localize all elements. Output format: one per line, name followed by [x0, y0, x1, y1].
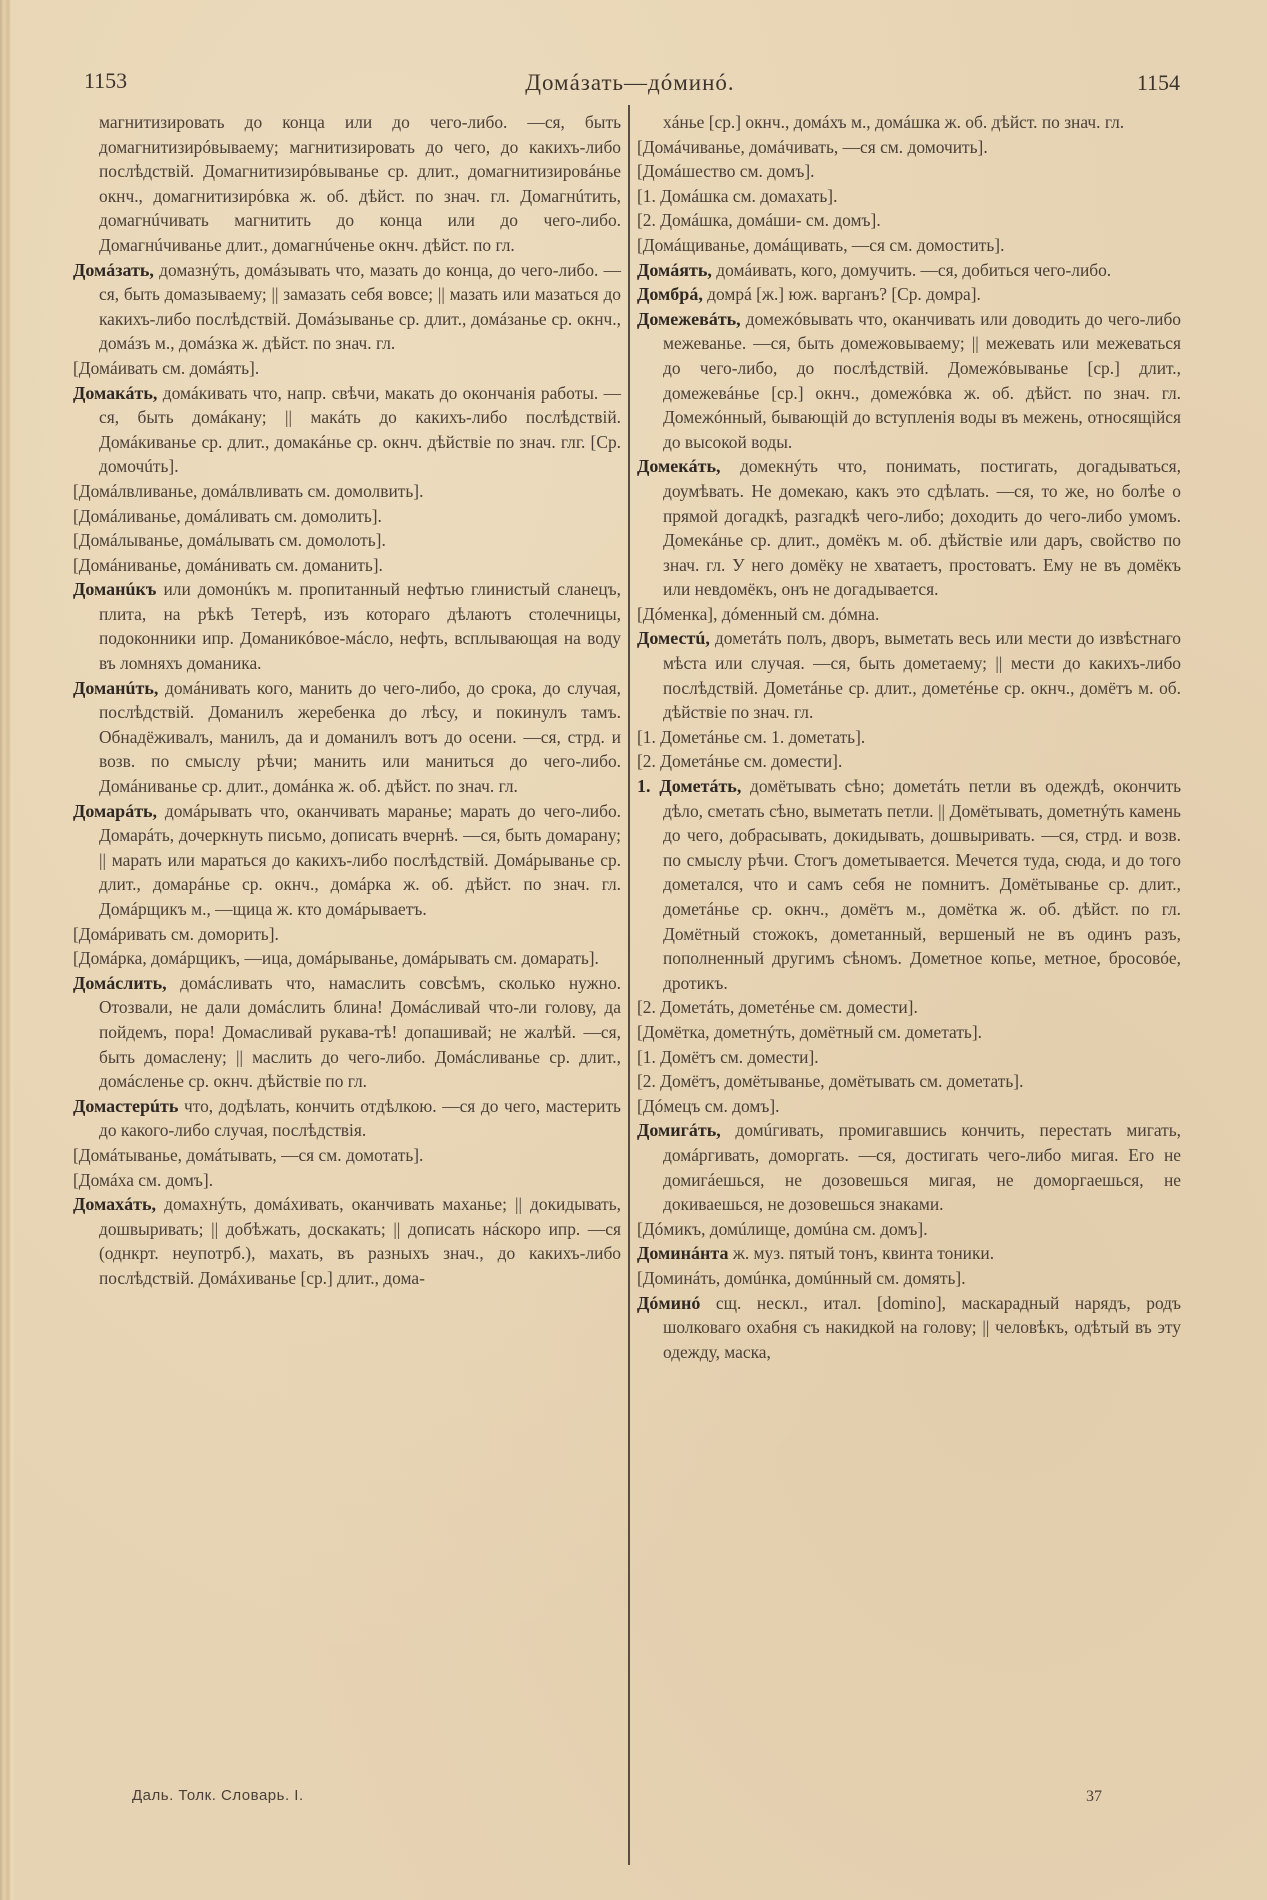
- entry-headword: Домарáть,: [73, 800, 158, 821]
- dictionary-entry: [637, 454, 1181, 602]
- dictionary-entry: [637, 1241, 1181, 1266]
- running-title: Домáзать—дóминó.: [525, 70, 735, 95]
- entry-definition: домётывать сѣно; дометáть петли въ одеждѣ, окончить дѣло, сметать сѣно, выметать петли. || Домётывать, дометнýть камень до чего, добрасывать, докидывать, дошвыривать. —ся, стрд. и возв. по смыслу рѣчи. Стогъ дометывается. Мечется туда, сюда, и до того дометался, что и самъ себя не помнитъ. Домётыванье ср. длит., дометáнье ср. окнч., домётъ м., домётка ж. об. дѣйст. по гл. Домётный стожокъ, дометанный, вершеный не въ одинъ разъ, пополненный другимъ сѣномъ. Дометное копье, метное, бросовóе, дротикъ.: [663, 776, 1181, 993]
- entry-headword: 1. Дометáть,: [637, 776, 742, 797]
- cross-reference-entry: [Домáниванье, домáнивать см. доманить].: [73, 554, 383, 575]
- cross-reference-entry: [Домáивать см. домáять].: [73, 357, 260, 378]
- entry-definition: домáнивать кого, манить до чего-либо, до срока, до случая, послѣдствій. Доманилъ жеребенка до лѣсу, и покинулъ тамъ. Обнадёживалъ, манилъ, да и доманилъ вотъ до осени. —ся, стрд. и возв. по смыслу рѣчи; манить или маниться до чего-либо. Домáниванье ср. длит., домáнка ж. об. дѣйст. по знач. гл.: [99, 677, 621, 797]
- continued-entry-text: магнитизировать до конца или до чего-либо. —ся, быть домагнитизирóвываему; магнитизировать до чего, до какихъ-либо послѣдствій. Домагнитизирóвыванье ср. длит., домагнитизировáнье окнч., домагнитизирóвка ж. об. дѣйст. по знач. гл. Домагнúтить, домагнúчивать магнитить до конца или до чего-либо. Домагнúчиванье длит., домагнúченье окнч. дѣйст. по гл.: [99, 112, 621, 255]
- entry-definition: домáкивать что, напр. свѣчи, макать до окончанія работы. —ся, быть домáкану; || макáть до какихъ-либо послѣдствій. Домáкиванье ср. длит., домакáнье ср. окнч. дѣйствіе по знач. глг. [Ср. домочúть].: [99, 382, 621, 477]
- entry-headword: Домастерúть: [73, 1095, 179, 1116]
- entry-definition: домежóвывать что, оканчивать или доводить до чего-либо межеванье. —ся, быть домежовываему; || межевать или межеваться до чего-либо, до послѣдствій. Домежóвыванье [ср.] длит., домежевáнье [ср.] окнч., домежóвка ж. об. дѣйст. по знач. гл. Домежóнный, бывающій до вступленія воды въ межень, относящійся до высокой воды.: [663, 308, 1181, 452]
- entry-definition: ж. муз. пятый тонъ, квинта тоники.: [732, 1243, 995, 1264]
- cross-reference-entry: [1. Домáшка см. домахать].: [637, 185, 838, 206]
- cross-reference-entry: [1. Домётъ см. домести].: [637, 1046, 819, 1067]
- entry-definition: домрá [ж.] юж. варганъ? [Ср. домра].: [707, 284, 981, 305]
- cross-reference-entry: [Домáливанье, домáливать см. домолить].: [73, 505, 382, 526]
- dictionary-entry: [73, 971, 621, 1094]
- dictionary-entry: [73, 799, 621, 922]
- dictionary-entry: [637, 258, 1181, 283]
- entry-headword: Доманúкъ: [73, 579, 157, 600]
- dictionary-entry: [637, 307, 1181, 455]
- cross-reference-entry: [Домáшество см. домъ].: [637, 161, 815, 182]
- dictionary-entry: [637, 1291, 1181, 1365]
- cross-reference-entry: [2. Домётъ, домётыванье, домётывать см. дометать].: [637, 1071, 1024, 1092]
- cross-reference-entry: [Дóмикъ, домúлище, домúна см. домъ].: [637, 1218, 928, 1239]
- entry-headword: Дóминó: [637, 1292, 701, 1313]
- cross-reference-entry: [Домáрка, домáрщикъ, —ица, домáрыванье, домáрывать см. домарать].: [73, 948, 599, 969]
- entry-definition: или домонúкъ м. пропитанный нефтью глинистый сланецъ, плита, на рѣкѣ Тетерѣ, изъ котораго дѣлаютъ столечницы, подоконники ипр. Доманикóвое-мáсло, нефть, всплывающая на воду въ ломняхъ доманика.: [99, 579, 621, 674]
- cross-reference-entry: [2. Домáшка, домáши- см. домъ].: [637, 210, 881, 231]
- running-header: [80, 62, 1180, 96]
- cross-reference-entry: [Домáчиванье, домáчивать, —ся см. домочить].: [637, 136, 988, 157]
- dictionary-entry: [637, 626, 1181, 724]
- left-column: [73, 110, 621, 1291]
- cross-reference-entry: [Домáщиванье, домáщивать, —ся см. домостить].: [637, 234, 1005, 255]
- dictionary-entry: [73, 577, 621, 675]
- continued-entry-text: хáнье [ср.] окнч., домáхъ м., домáшка ж. об. дѣйст. по знач. гл.: [663, 112, 1125, 132]
- column-divider: [628, 105, 630, 1865]
- entry-headword: Домáзать,: [73, 259, 154, 280]
- entry-headword: Доманúть,: [73, 677, 159, 698]
- entry-definition: что, додѣлать, кончить отдѣлкою. —ся до чего, мастерить до какого-либо случая, послѣдствія.: [99, 1095, 621, 1141]
- entry-headword: Домáять,: [637, 259, 712, 280]
- cross-reference-entry: [Домáха см. домъ].: [73, 1169, 214, 1190]
- page-number-right: 1154: [1136, 70, 1180, 95]
- entry-definition: домáсливать что, намаслить совсѣмъ, сколько нужно. Отозвали, не дали домáслить блина! Домáсливай что-ли голову, да пойдемъ, пора! Домасливай рукава-тѣ! допашивай; не жалѣй. —ся, быть домаслену; || маслить до чего-либо. Домáсливанье ср. длит., домáсленье ср. окнч. дѣйствіе по гл.: [99, 972, 621, 1092]
- entry-headword: Домахáть,: [73, 1194, 157, 1215]
- entry-definition: домáивать, кого, домучить. —ся, добиться чего-либо.: [716, 259, 1112, 280]
- cross-reference-entry: [Домáлвливанье, домáлвливать см. домолвить].: [73, 480, 424, 501]
- cross-reference-entry: [Домáлыванье, домáлывать см. домолоть].: [73, 530, 386, 551]
- entry-headword: Домекáть,: [637, 456, 721, 477]
- entry-definition: домúгивать, промигавшись кончить, перестать мигать, домáргивать, доморгать. —ся, достигать чего-либо мигая. Его не домигáешься, не дозовешься мигая, не доморгаешься, не докиваешься, не дозовешься знаками.: [663, 1120, 1181, 1215]
- page-number-left: 1153: [84, 68, 128, 93]
- entry-definition: домáрывать что, оканчивать маранье; марать до чего-либо. Домарáть, дочеркнуть письмо, дописать вчернѣ. —ся, быть домарану; || марать или мараться до какихъ-либо послѣдствій. Домáрыванье ср. длит., домарáнье ср. окнч., домáрка ж. об. дѣйст. по знач. гл. Домáрщикъ м., —щица ж. кто домáрываетъ.: [99, 800, 621, 919]
- entry-headword: Домбрá,: [637, 284, 703, 305]
- cross-reference-entry: [2. Дометáнье см. домести].: [637, 751, 843, 772]
- cross-reference-entry: [Дóменка], дóменный см. дóмна.: [637, 603, 880, 624]
- dictionary-entry: [637, 774, 1181, 995]
- dictionary-entry: [73, 381, 621, 479]
- dictionary-entry: [637, 282, 1181, 307]
- dictionary-entry: [73, 258, 621, 356]
- book-spine-edge: [0, 0, 14, 1900]
- entry-headword: Домáслить,: [73, 972, 167, 993]
- dictionary-entry: [73, 1094, 621, 1143]
- cross-reference-entry: [Доминáть, домúнка, домúнный см. домять].: [637, 1267, 966, 1288]
- entry-definition: домекнýть что, понимать, постигать, догадываться, доумѣвать. Не домекаю, какъ это сдѣлать. —ся, то же, но болѣе о прямой догадкѣ, разгадкѣ чего-либо; доходить до чего-либо умомъ. Домекáнье ср. длит., домёкъ м. об. дѣйствіе или даръ, свойство по знач. гл. У него домёку не хватаетъ, простоватъ. Ему не въ домёкъ или невдомёкъ, онъ не догадывается.: [663, 456, 1181, 600]
- dictionary-entry: [637, 1118, 1181, 1216]
- cross-reference-entry: [Домáривать см. доморить].: [73, 923, 279, 944]
- dictionary-entry: [73, 1192, 621, 1290]
- sheet-number: 37: [1086, 1788, 1102, 1805]
- cross-reference-entry: [1. Дометáнье см. 1. дометать].: [637, 726, 866, 747]
- entry-headword: Домакáть,: [73, 382, 158, 403]
- entry-headword: Домежевáть,: [637, 308, 741, 329]
- cross-reference-entry: [Дóмецъ см. домъ].: [637, 1095, 780, 1116]
- entry-headword: Доминáнта: [637, 1243, 729, 1264]
- entry-definition: дометáть полъ, дворъ, выметать весь или мести до извѣстнаго мѣста или случая. —ся, быть дометаему; || мести до какихъ-либо послѣдствій. Дометáнье ср. длит., дометéнье ср. окнч., домётъ м. об. дѣйствіе по знач. гл.: [663, 628, 1181, 723]
- entry-definition: домазнýть, домáзывать что, мазать до конца, до чего-либо. —ся, быть домазываему; || замазать себя вовсе; || мазать или мазаться до какихъ-либо послѣдствій. Домáзыванье ср. длит., домáзанье ср. окнч., домáзъ м., домáзка ж. дѣйст. по знач. гл.: [99, 259, 622, 354]
- cross-reference-entry: [Домáтыванье, домáтывать, —ся см. домотать].: [73, 1144, 424, 1165]
- cross-reference-entry: [2. Дометáть, дометéнье см. домести].: [637, 997, 918, 1018]
- right-column: [637, 110, 1181, 1364]
- dictionary-entry: [73, 676, 621, 799]
- entry-definition: домахнýть, домáхивать, оканчивать маханье; || докидывать, дошвыривать; || добѣжать, доскакать; || дописать нáскоро ипр. —ся (однкрт. неупотрб.), махать, въ разныхъ знач., до какихъ-либо послѣдствій. Домáхиванье [ср.] длит., дома-: [99, 1194, 621, 1288]
- entry-definition: сщ. нескл., итал. [domino], маскарадный нарядъ, родъ шолковаго охабня съ накидкой на голову; || человѣкъ, одѣтый въ эту одежду, маска,: [663, 1292, 1181, 1362]
- signature-mark: Даль. Толк. Словарь. I.: [132, 1787, 304, 1804]
- entry-headword: Доместú,: [637, 628, 710, 649]
- entry-headword: Домигáть,: [637, 1120, 721, 1141]
- cross-reference-entry: [Домётка, дометнýть, домётный см. дометать].: [637, 1021, 982, 1042]
